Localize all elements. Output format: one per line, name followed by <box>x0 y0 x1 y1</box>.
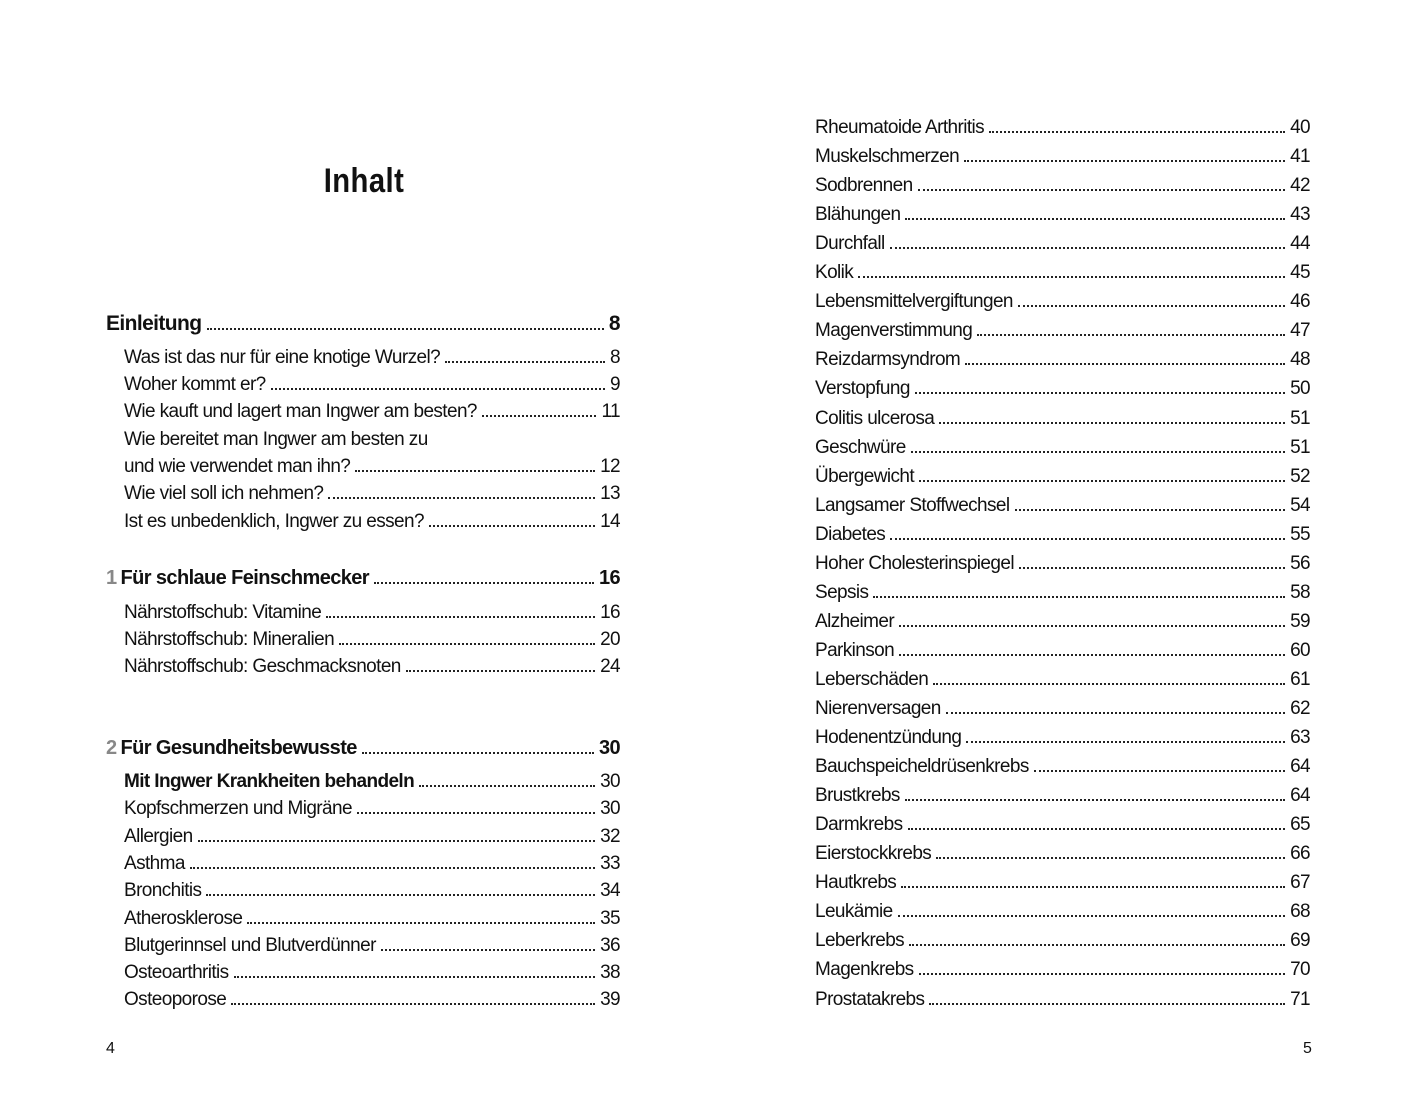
toc-label: Hoher Cholesterinspiegel <box>815 553 1014 574</box>
toc-page: 61 <box>1290 669 1310 690</box>
dot-leader <box>419 785 595 787</box>
dot-leader <box>919 480 1285 482</box>
toc-entry[interactable] <box>815 230 1310 257</box>
toc-page: 30 <box>598 737 620 759</box>
dot-leader <box>977 334 1285 336</box>
toc-page: 41 <box>1290 146 1310 167</box>
toc-page: 51 <box>1290 437 1310 458</box>
toc-label: Leberschäden <box>815 669 929 690</box>
toc-entry[interactable] <box>124 626 620 653</box>
toc-page: 8 <box>608 312 620 335</box>
dot-leader <box>234 976 595 978</box>
toc-entry[interactable] <box>815 114 1310 141</box>
toc-entry[interactable] <box>124 795 620 822</box>
toc-page: 51 <box>1290 408 1310 429</box>
toc-page: 46 <box>1290 291 1310 312</box>
toc-label: Hodenentzündung <box>815 727 962 748</box>
toc-page: 48 <box>1290 349 1310 370</box>
toc-page: 66 <box>1290 843 1310 864</box>
dot-leader <box>271 388 605 390</box>
toc-page: 65 <box>1290 814 1310 835</box>
toc-entry[interactable] <box>815 782 1310 809</box>
toc-label: Nährstoffschub: Vitamine <box>124 602 322 623</box>
dot-leader <box>989 131 1285 133</box>
toc-label: Kolik <box>815 262 854 283</box>
toc-page: 8 <box>610 347 620 368</box>
toc-page: 60 <box>1290 640 1310 661</box>
dot-leader <box>899 654 1285 656</box>
toc-page: 30 <box>600 798 620 819</box>
toc-entry[interactable] <box>124 653 620 680</box>
dot-leader <box>362 752 594 754</box>
toc-page: 47 <box>1290 320 1310 341</box>
dot-leader <box>339 643 595 645</box>
toc-entry[interactable] <box>815 840 1310 867</box>
toc-entry[interactable] <box>815 898 1310 925</box>
toc-entry[interactable] <box>815 492 1310 519</box>
toc-entry[interactable] <box>815 288 1310 315</box>
dot-leader <box>939 422 1285 424</box>
toc-page: 33 <box>600 853 620 874</box>
dot-leader <box>908 828 1286 830</box>
toc-page: 14 <box>600 511 620 532</box>
dot-leader <box>890 538 1285 540</box>
toc-entry[interactable] <box>124 398 620 425</box>
toc-entry[interactable] <box>815 927 1310 954</box>
toc-label: Nierenversagen <box>815 698 941 719</box>
toc-entry[interactable] <box>815 521 1310 548</box>
dot-leader <box>406 670 595 672</box>
dot-leader <box>381 949 595 951</box>
dot-leader <box>355 470 595 472</box>
toc-label: Nährstoffschub: Geschmacksnoten <box>124 656 401 677</box>
toc-page: 9 <box>610 374 620 395</box>
dot-leader <box>966 741 1285 743</box>
toc-entry[interactable] <box>815 811 1310 838</box>
page-title: Inhalt <box>323 162 405 200</box>
toc-label: Leberkrebs <box>815 930 905 951</box>
toc-entry[interactable] <box>124 371 620 398</box>
toc-page: 63 <box>1290 727 1310 748</box>
toc-label: Osteoarthritis <box>124 962 229 983</box>
toc-label: Kopfschmerzen und Migräne <box>124 798 352 819</box>
toc-label: Magenkrebs <box>815 959 914 980</box>
toc-page: 24 <box>600 656 620 677</box>
dot-leader <box>247 922 595 924</box>
dot-leader <box>911 451 1285 453</box>
dot-leader <box>890 247 1285 249</box>
dot-leader <box>326 616 595 618</box>
toc-entry[interactable] <box>815 201 1310 228</box>
toc-entry[interactable] <box>124 453 620 480</box>
dot-leader <box>1015 509 1286 511</box>
toc-page: 40 <box>1290 117 1310 138</box>
toc-entry[interactable] <box>815 143 1310 170</box>
toc-label: Diabetes <box>815 524 886 545</box>
toc-label: Wie viel soll ich nehmen? <box>124 483 324 504</box>
toc-page: 64 <box>1290 785 1310 806</box>
toc-page: 56 <box>1290 553 1310 574</box>
dot-leader <box>1019 567 1285 569</box>
dot-leader <box>1034 770 1285 772</box>
toc-label: Rheumatoide Arthritis <box>815 117 985 138</box>
toc-label: Leukämie <box>815 901 893 922</box>
dot-leader <box>918 189 1286 191</box>
dot-leader <box>328 497 595 499</box>
toc-page: 55 <box>1290 524 1310 545</box>
toc-heading-chapter-1[interactable] <box>106 565 620 592</box>
toc-entry[interactable] <box>815 986 1310 1013</box>
toc-label: Ist es unbedenklich, Ingwer zu essen? <box>124 511 424 532</box>
dot-leader <box>933 683 1285 685</box>
toc-page: 45 <box>1290 262 1310 283</box>
toc-page: 70 <box>1290 959 1310 980</box>
toc-page: 50 <box>1290 378 1310 399</box>
toc-label: Was ist das nur für eine knotige Wurzel? <box>124 347 441 368</box>
toc-entry[interactable] <box>815 172 1310 199</box>
dot-leader <box>899 625 1285 627</box>
toc-entry[interactable] <box>124 932 620 959</box>
toc-label: Darmkrebs <box>815 814 903 835</box>
toc-label: Wie kauft und lagert man Ingwer am besten? <box>124 401 477 422</box>
page-number: 5 <box>1303 1040 1312 1057</box>
toc-label: Magenverstimmung <box>815 320 973 341</box>
dot-leader <box>901 886 1285 888</box>
toc-page: 62 <box>1290 698 1310 719</box>
toc-label: Mit Ingwer Krankheiten behandeln <box>124 771 415 792</box>
toc-page: 64 <box>1290 756 1310 777</box>
toc-entry[interactable] <box>815 695 1310 722</box>
toc-entry[interactable] <box>124 986 620 1013</box>
dot-leader <box>858 276 1285 278</box>
toc-label: Hautkrebs <box>815 872 897 893</box>
dot-leader <box>445 361 605 363</box>
toc-entry-line1[interactable] <box>124 426 620 453</box>
dot-leader <box>374 582 594 584</box>
toc-entry[interactable] <box>815 550 1310 577</box>
toc-entry[interactable] <box>815 434 1310 461</box>
toc-label: Durchfall <box>815 233 885 254</box>
toc-label: Sepsis <box>815 582 869 603</box>
toc-page: 39 <box>600 989 620 1010</box>
toc-page: 69 <box>1290 930 1310 951</box>
right-page <box>708 0 1417 1104</box>
toc-label: Verstopfung <box>815 378 910 399</box>
toc-page: 58 <box>1290 582 1310 603</box>
toc-entry[interactable] <box>124 344 620 371</box>
toc-label: und wie verwendet man ihn? <box>124 456 351 477</box>
toc-label: Übergewicht <box>815 466 915 487</box>
toc-entry[interactable] <box>815 608 1310 635</box>
toc-entry[interactable] <box>124 480 620 507</box>
toc-page: 12 <box>600 456 620 477</box>
toc-page: 43 <box>1290 204 1310 225</box>
toc-entry[interactable] <box>124 508 620 535</box>
toc-label: Blähungen <box>815 204 901 225</box>
toc-label: Wie bereitet man Ingwer am besten zu <box>124 429 428 450</box>
toc-page: 16 <box>598 567 620 589</box>
dot-leader <box>919 973 1286 975</box>
toc-label: Muskelschmerzen <box>815 146 960 167</box>
dot-leader <box>206 894 595 896</box>
toc-page: 67 <box>1290 872 1310 893</box>
toc-entry[interactable] <box>124 905 620 932</box>
dot-leader <box>357 812 595 814</box>
dot-leader <box>429 525 595 527</box>
toc-entry[interactable] <box>815 405 1310 432</box>
toc-entry[interactable] <box>815 956 1310 983</box>
toc-page: 59 <box>1290 611 1310 632</box>
toc-entry[interactable] <box>815 463 1310 490</box>
toc-entry[interactable] <box>815 317 1310 344</box>
toc-label: Parkinson <box>815 640 895 661</box>
toc-page: 16 <box>600 602 620 623</box>
dot-leader <box>231 1003 595 1005</box>
toc-page: 71 <box>1290 989 1310 1010</box>
toc-page: 30 <box>600 771 620 792</box>
toc-subheading[interactable] <box>124 768 620 795</box>
dot-leader <box>873 596 1285 598</box>
dot-leader <box>929 1003 1285 1005</box>
toc-label: Reizdarmsyndrom <box>815 349 961 370</box>
dot-leader <box>905 799 1285 801</box>
toc-label: Geschwüre <box>815 437 906 458</box>
toc-entry[interactable] <box>815 666 1310 693</box>
toc-label: Bauchspeicheldrüsenkrebs <box>815 756 1029 777</box>
toc-entry[interactable] <box>815 753 1310 780</box>
toc-label: Langsamer Stoffwechsel <box>815 495 1010 516</box>
toc-entry[interactable] <box>815 637 1310 664</box>
toc-entry[interactable] <box>815 259 1310 286</box>
toc-label: Osteoporose <box>124 989 227 1010</box>
toc-page: 13 <box>600 483 620 504</box>
toc-entry[interactable] <box>815 346 1310 373</box>
page-number: 4 <box>106 1040 115 1057</box>
dot-leader <box>965 363 1285 365</box>
dot-leader <box>482 415 597 417</box>
dot-leader <box>915 392 1285 394</box>
toc-page: 32 <box>600 826 620 847</box>
toc-label: Nährstoffschub: Mineralien <box>124 629 335 650</box>
toc-entry[interactable] <box>124 959 620 986</box>
toc-entry[interactable] <box>124 850 620 877</box>
dot-leader <box>964 160 1285 162</box>
toc-label: Woher kommt er? <box>124 374 266 395</box>
toc-entry[interactable] <box>815 375 1310 402</box>
toc-label: Alzheimer <box>815 611 895 632</box>
left-page <box>0 0 708 1104</box>
toc-label: Blutgerinnsel und Blutverdünner <box>124 935 376 956</box>
dot-leader <box>1018 305 1285 307</box>
chapter-number: 2 <box>106 737 117 759</box>
toc-label: Für Gesundheitsbewusste <box>120 737 357 759</box>
toc-label: Bronchitis <box>124 880 202 901</box>
toc-heading-intro[interactable] <box>106 310 620 337</box>
toc-entry[interactable] <box>815 579 1310 606</box>
toc-page: 38 <box>600 962 620 983</box>
toc-page: 34 <box>600 880 620 901</box>
toc-label: Prostatakrebs <box>815 989 925 1010</box>
dot-leader <box>936 857 1285 859</box>
dot-leader <box>898 915 1285 917</box>
toc-label: Atherosklerose <box>124 908 243 929</box>
dot-leader <box>946 712 1285 714</box>
toc-entry[interactable] <box>815 724 1310 751</box>
dot-leader <box>207 328 604 330</box>
toc-page: 52 <box>1290 466 1310 487</box>
toc-page: 44 <box>1290 233 1310 254</box>
toc-page: 54 <box>1290 495 1310 516</box>
toc-page: 68 <box>1290 901 1310 922</box>
dot-leader <box>190 867 595 869</box>
toc-label: Lebensmittelvergiftungen <box>815 291 1013 312</box>
toc-entry[interactable] <box>124 877 620 904</box>
dot-leader <box>198 840 596 842</box>
toc-label: Allergien <box>124 826 193 847</box>
toc-page: 11 <box>601 401 620 422</box>
toc-heading-chapter-2[interactable] <box>106 735 620 762</box>
dot-leader <box>909 944 1285 946</box>
toc-label: Für schlaue Feinschmecker <box>120 567 369 589</box>
toc-label: Eierstockkrebs <box>815 843 932 864</box>
toc-label: Brustkrebs <box>815 785 900 806</box>
toc-entry[interactable] <box>815 869 1310 896</box>
toc-page: 35 <box>600 908 620 929</box>
toc-page: 36 <box>600 935 620 956</box>
dot-leader <box>905 218 1285 220</box>
toc-label: Einleitung <box>106 312 202 335</box>
toc-label: Asthma <box>124 853 185 874</box>
toc-label: Sodbrennen <box>815 175 913 196</box>
toc-label: Colitis ulcerosa <box>815 408 935 429</box>
toc-entry[interactable] <box>124 599 620 626</box>
toc-page: 42 <box>1290 175 1310 196</box>
toc-entry[interactable] <box>124 823 620 850</box>
toc-page: 20 <box>600 629 620 650</box>
chapter-number: 1 <box>106 567 117 589</box>
